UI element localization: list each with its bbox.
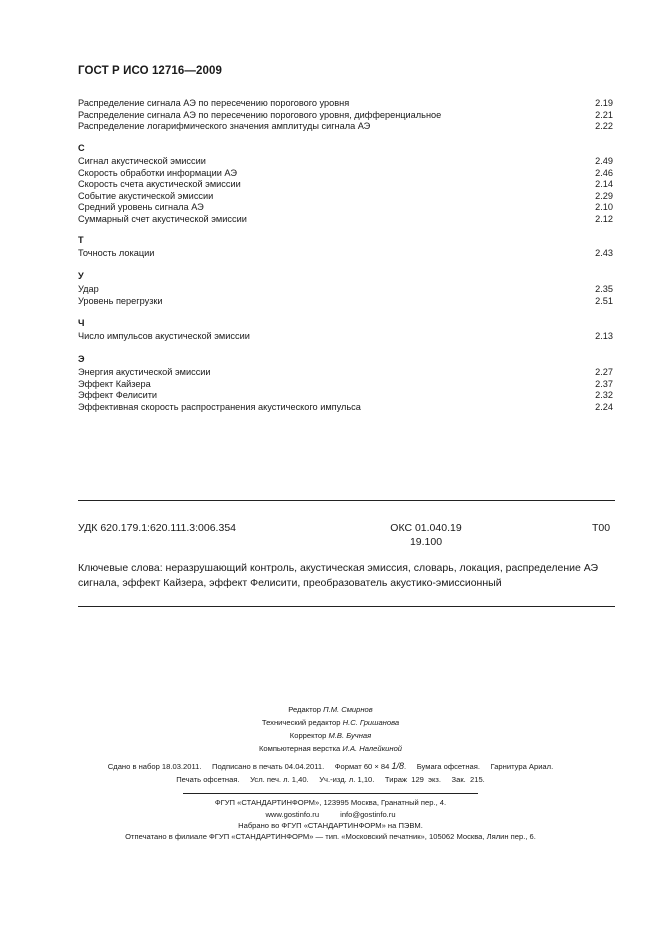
section-letter: Э xyxy=(78,354,85,364)
category-code: Т00 xyxy=(592,522,611,534)
index-entry xyxy=(78,389,613,401)
udk-code: УДК 620.179.1:620.111.3:006.354 xyxy=(78,522,236,534)
index-entry xyxy=(78,190,613,202)
section-letter: У xyxy=(78,271,84,281)
print-line-1: Сдано в набор 18.03.2011. Подписано в печать 04.04.2011. Формат 60 × 84 1/8. Бумага офсетная. Гарнитура Ариал. xyxy=(107,761,554,771)
index-entry xyxy=(78,247,613,259)
index-ref: 2.13 xyxy=(595,331,613,341)
index-ref: 2.37 xyxy=(595,378,613,389)
format-fraction: 1/8 xyxy=(391,761,405,771)
oks-line-2: 19.100 xyxy=(409,536,443,548)
section-letter: Т xyxy=(78,235,84,245)
index-entry xyxy=(78,167,613,179)
index-term: Скорость счета акустической эмиссии xyxy=(78,179,241,190)
index-term: Эффективная скорость распространения акустического импульса xyxy=(78,401,361,412)
oks-code xyxy=(376,522,476,548)
index-term: Эффект Фелисити xyxy=(78,390,158,401)
index-term: Эффект Кайзера xyxy=(78,378,151,389)
index-term: Распределение сигнала АЭ по пересечению порогового уровня xyxy=(78,98,350,108)
publisher-line-4: Отпечатано в филиале ФГУП «СТАНДАРТИНФОРМ» — тип. «Московский печатник», 105062 Москва, Лялин пер., 6. xyxy=(125,832,536,841)
index-term: Число импульсов акустической эмиссии xyxy=(78,331,250,341)
index-ref: 2.14 xyxy=(595,179,613,190)
index-term: Уровень перегрузки xyxy=(78,295,163,306)
imprint-divider xyxy=(183,793,478,794)
corrector-line: Корректор М.В. Бучная xyxy=(289,731,372,740)
print-line-2: Печать офсетная. Усл. печ. л. 1,40. Уч.-изд. л. 1,10. Тираж 129 экз. Зак. 215. xyxy=(176,775,485,784)
divider-bottom xyxy=(78,606,615,607)
index-ref: 2.27 xyxy=(595,367,613,377)
index-term: Суммарный счет акустической эмиссии xyxy=(78,214,247,224)
publisher-line-1: ФГУП «СТАНДАРТИНФОРМ», 123995 Москва, Гранатный пер., 4. xyxy=(214,798,447,807)
index-entry xyxy=(78,366,613,378)
index-ref: 2.43 xyxy=(595,248,613,258)
index-ref: 2.22 xyxy=(595,121,613,132)
index-ref: 2.32 xyxy=(595,390,613,401)
index-ref: 2.24 xyxy=(595,401,613,412)
index-ref: 2.10 xyxy=(595,202,613,213)
divider-top xyxy=(78,500,615,501)
index-entry xyxy=(78,401,613,413)
index-entry xyxy=(78,178,613,190)
publisher-line-2: www.gostinfo.ru info@gostinfo.ru xyxy=(265,810,396,819)
index-term: Распределение логарифмического значения амплитуды сигнала АЭ xyxy=(78,121,371,132)
index-ref: 2.51 xyxy=(595,295,613,306)
index-entry xyxy=(78,155,613,167)
index-ref: 2.12 xyxy=(595,214,613,224)
index-entry xyxy=(78,201,613,213)
index-term: Энергия акустической эмиссии xyxy=(78,367,211,377)
index-entry xyxy=(78,295,613,307)
tech-editor-line: Технический редактор Н.С. Гришанова xyxy=(261,718,400,727)
index-term: Скорость обработки информации АЭ xyxy=(78,167,237,178)
layout-line: Компьютерная верстка И.А. Налейкиной xyxy=(258,744,403,753)
index-ref: 2.35 xyxy=(595,284,613,294)
index-term: Средний уровень сигнала АЭ xyxy=(78,202,204,213)
index-ref: 2.29 xyxy=(595,190,613,201)
index-term: Удар xyxy=(78,284,99,294)
index-entry xyxy=(78,213,613,225)
index-term: Точность локации xyxy=(78,248,155,258)
index-entry xyxy=(78,330,613,342)
editor-line: Редактор П.М. Смирнов xyxy=(288,705,373,714)
index-term: Событие акустической эмиссии xyxy=(78,190,214,201)
section-letter: Ч xyxy=(78,318,85,328)
index-term: Сигнал акустической эмиссии xyxy=(78,156,206,166)
index-ref: 2.49 xyxy=(595,156,613,166)
index-entry xyxy=(78,109,613,121)
index-entry xyxy=(78,378,613,390)
section-letter: С xyxy=(78,143,85,153)
index-entry xyxy=(78,283,613,295)
page-title: ГОСТ Р ИСО 12716—2009 xyxy=(78,65,223,77)
index-ref: 2.19 xyxy=(595,98,613,108)
index-ref: 2.46 xyxy=(595,167,613,178)
publisher-line-3: Набрано во ФГУП «СТАНДАРТИНФОРМ» на ПЭВМ. xyxy=(238,821,423,830)
index-entry xyxy=(78,120,613,132)
index-entry xyxy=(78,97,613,109)
oks-line-1: ОКС 01.040.19 xyxy=(390,522,462,534)
index-ref: 2.21 xyxy=(595,109,613,120)
keywords: Ключевые слова: неразрушающий контроль, акустическая эмиссия, словарь, локация, распределение АЭ сигнала, эффект Кайзера, эффект Фелисити, преобразователь акустико-эмиссионный xyxy=(78,562,599,589)
index-term: Распределение сигнала АЭ по пересечению порогового уровня, дифференциальное xyxy=(78,109,442,120)
